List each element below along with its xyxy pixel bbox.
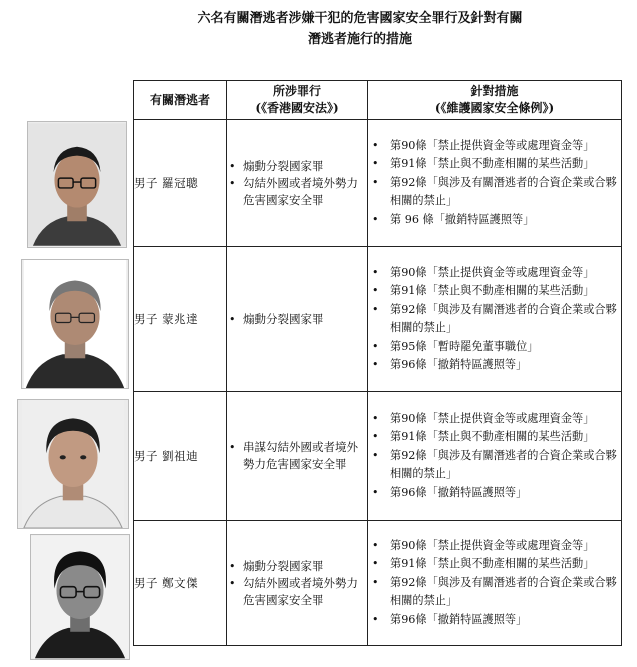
table-row (134, 392, 622, 521)
table-row (134, 247, 622, 392)
absconder-name: 男子 鄭文傑 (134, 521, 227, 646)
measure-item: • 第92條「與涉及有關潛逃者的合資企業或合夥相關的禁止」 (368, 174, 621, 211)
measures-cell (368, 247, 622, 392)
measure-item: • 第92條「與涉及有關潛逃者的合資企業或合夥相關的禁止」 (368, 574, 621, 611)
portrait-image (28, 122, 126, 247)
portrait-image (31, 535, 129, 659)
header-measures (368, 81, 622, 120)
offence-item: • 串謀勾結外國或者境外勢力危害國家安全罪 (227, 439, 367, 473)
measure-item: • 第91條「禁止與不動產相關的某些活動」 (368, 555, 621, 574)
measure-item: • 第 96 條「撤銷特區護照等」 (368, 211, 621, 230)
title-line-2: 潛逃者施行的措施 (307, 32, 412, 47)
measure-item: • 第90條「禁止提供資金等或處理資金等」 (368, 137, 621, 156)
table-row (134, 521, 622, 646)
absconder-name: 男子 羅冠聰 (134, 120, 227, 247)
measure-item: • 第90條「禁止提供資金等或處理資金等」 (368, 264, 621, 283)
header-measures-title: 針對措施 (470, 84, 519, 98)
offences-cell (227, 521, 368, 646)
measures-cell (368, 521, 622, 646)
measure-item: • 第96條「撤銷特區護照等」 (368, 611, 621, 630)
measure-item: • 第90條「禁止提供資金等或處理資金等」 (368, 410, 621, 429)
offences-cell (227, 120, 368, 247)
measures-cell (368, 120, 622, 247)
photo-row-1 (27, 121, 127, 248)
absconder-name: 男子 蒙兆達 (134, 247, 227, 392)
offence-item: • 煽動分裂國家罪 (227, 158, 367, 175)
table-row (134, 120, 622, 247)
measure-item: • 第90條「禁止提供資金等或處理資金等」 (368, 537, 621, 556)
photo-row-4 (30, 534, 130, 660)
document-title (150, 8, 570, 50)
offences-cell (227, 247, 368, 392)
portrait-image (18, 400, 128, 528)
portrait-image (22, 260, 128, 388)
header-offences (227, 81, 368, 120)
measure-item: • 第91條「禁止與不動產相關的某些活動」 (368, 155, 621, 174)
offence-item: • 勾結外國或者境外勢力危害國家安全罪 (227, 175, 367, 209)
offence-item: • 煽動分裂國家罪 (227, 558, 367, 575)
header-offences-title: 所涉罪行 (272, 84, 321, 98)
measure-item: • 第91條「禁止與不動產相關的某些活動」 (368, 282, 621, 301)
header-measures-law: (《維護國家安全條例》) (434, 101, 555, 115)
measure-item: • 第91條「禁止與不動產相關的某些活動」 (368, 428, 621, 447)
offence-item: • 煽動分裂國家罪 (227, 311, 367, 328)
offence-item: • 勾結外國或者境外勢力危害國家安全罪 (227, 575, 367, 609)
offences-cell (227, 392, 368, 521)
title-line-1: 六名有關潛逃者涉嫌干犯的危害國家安全罪行及針對有關 (197, 11, 523, 26)
measure-item: • 第95條「暫時罷免董事職位」 (368, 338, 621, 357)
header-offences-law: (《香港國安法》) (255, 101, 339, 115)
absconder-name: 男子 劉祖迪 (134, 392, 227, 521)
measure-item: • 第96條「撤銷特區護照等」 (368, 484, 621, 503)
measure-item: • 第96條「撤銷特區護照等」 (368, 356, 621, 375)
photo-row-2 (21, 259, 129, 389)
measures-table (133, 80, 622, 646)
measures-cell (368, 392, 622, 521)
measure-item: • 第92條「與涉及有關潛逃者的合資企業或合夥相關的禁止」 (368, 301, 621, 338)
photo-row-3 (17, 399, 129, 529)
measure-item: • 第92條「與涉及有關潛逃者的合資企業或合夥相關的禁止」 (368, 447, 621, 484)
header-absconder: 有關潛逃者 (134, 81, 227, 120)
